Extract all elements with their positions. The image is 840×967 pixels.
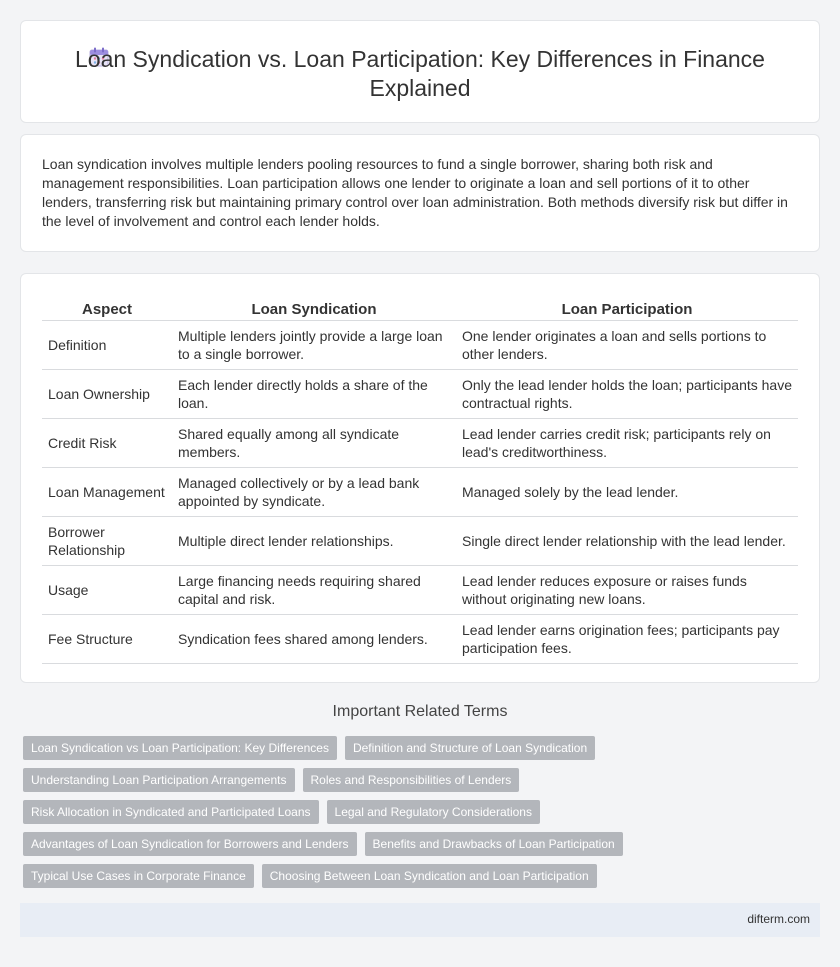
table-row [42, 565, 798, 614]
table-row [42, 614, 798, 663]
syndication-cell: Large financing needs requiring shared capital and risk. [172, 565, 456, 614]
participation-cell: Only the lead lender holds the loan; participants have contractual rights. [456, 369, 798, 418]
header-loan-syndication: Loan Syndication [172, 296, 456, 320]
table-header-row [42, 296, 798, 320]
syndication-cell: Syndication fees shared among lenders. [172, 614, 456, 663]
comparison-card [20, 273, 820, 683]
intro-card [20, 134, 820, 252]
comparison-table [42, 296, 798, 664]
tag-row [23, 864, 803, 888]
syndication-cell: Multiple lenders jointly provide a large loan to a single borrower. [172, 320, 456, 369]
related-term-link[interactable]: Choosing Between Loan Syndication and Loan Participation [262, 864, 597, 888]
page-title: Loan Syndication vs. Loan Participation: Key Differences in Finance Explained [75, 46, 765, 101]
table-row [42, 516, 798, 565]
syndication-cell: Shared equally among all syndicate members. [172, 418, 456, 467]
related-term-link[interactable]: Roles and Responsibilities of Lenders [303, 768, 520, 792]
related-term-link[interactable]: Risk Allocation in Syndicated and Participated Loans [23, 800, 319, 824]
syndication-cell: Managed collectively or by a lead bank appointed by syndicate. [172, 467, 456, 516]
syndication-cell: Each lender directly holds a share of the loan. [172, 369, 456, 418]
tag-row [23, 800, 803, 824]
related-terms-heading: Important Related Terms [332, 703, 508, 720]
table-row [42, 467, 798, 516]
related-term-link[interactable]: Definition and Structure of Loan Syndication [345, 736, 595, 760]
participation-cell: Lead lender earns origination fees; participants pay participation fees. [456, 614, 798, 663]
aspect-cell: Borrower Relationship [42, 516, 172, 565]
aspect-cell: Loan Management [42, 467, 172, 516]
participation-cell: Lead lender carries credit risk; participants rely on lead's creditworthiness. [456, 418, 798, 467]
table-row [42, 418, 798, 467]
related-term-link[interactable]: Loan Syndication vs Loan Participation: Key Differences [23, 736, 337, 760]
participation-cell: Managed solely by the lead lender. [456, 467, 798, 516]
table-row [42, 320, 798, 369]
table-row [42, 369, 798, 418]
participation-cell: Single direct lender relationship with the lead lender. [456, 516, 798, 565]
aspect-cell: Credit Risk [42, 418, 172, 467]
related-term-link[interactable]: Advantages of Loan Syndication for Borrowers and Lenders [23, 832, 357, 856]
title-card [20, 20, 820, 123]
footer-site-link[interactable]: difterm.com [747, 912, 810, 926]
aspect-cell: Definition [42, 320, 172, 369]
footer [20, 903, 820, 937]
aspect-cell: Fee Structure [42, 614, 172, 663]
intro-paragraph: Loan syndication involves multiple lenders pooling resources to fund a single borrower, sharing both risk and management responsibilities. Loan participation allows one lender to originate a loan and sell portions of it to other lenders, transferring risk but maintaining primary control over loan administration. Both methods diversify risk but differ in the level of involvement and control each lender holds. [42, 156, 788, 229]
related-terms-list [23, 736, 803, 896]
tag-row [23, 768, 803, 792]
related-term-link[interactable]: Typical Use Cases in Corporate Finance [23, 864, 254, 888]
related-term-link[interactable]: Legal and Regulatory Considerations [327, 800, 540, 824]
related-term-link[interactable]: Benefits and Drawbacks of Loan Participation [365, 832, 623, 856]
header-loan-participation: Loan Participation [456, 296, 798, 320]
tag-row [23, 736, 803, 760]
tag-row [23, 832, 803, 856]
aspect-cell: Loan Ownership [42, 369, 172, 418]
participation-cell: Lead lender reduces exposure or raises funds without originating new loans. [456, 565, 798, 614]
header-aspect: Aspect [42, 296, 172, 320]
syndication-cell: Multiple direct lender relationships. [172, 516, 456, 565]
participation-cell: One lender originates a loan and sells portions to other lenders. [456, 320, 798, 369]
related-term-link[interactable]: Understanding Loan Participation Arrangements [23, 768, 295, 792]
aspect-cell: Usage [42, 565, 172, 614]
